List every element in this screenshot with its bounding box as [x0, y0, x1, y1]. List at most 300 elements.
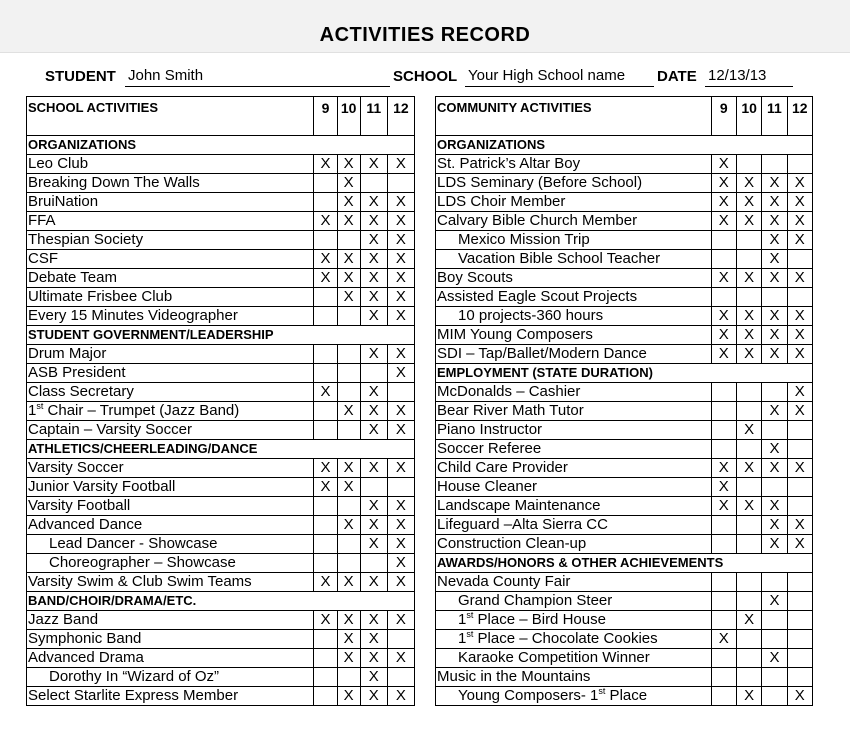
- grade-mark-cell: X: [711, 174, 736, 193]
- activity-name: 10 projects-360 hours: [436, 307, 712, 326]
- activity-name: Ultimate Frisbee Club: [27, 288, 314, 307]
- grade-mark-cell: [762, 668, 787, 687]
- grade-mark-cell: X: [387, 611, 414, 630]
- grade-mark-cell: X: [360, 269, 387, 288]
- student-info-line: [45, 66, 810, 90]
- grade-mark-cell: X: [387, 402, 414, 421]
- grade-mark-cell: [762, 630, 787, 649]
- grade-mark-cell: [711, 231, 736, 250]
- activity-row: [436, 516, 813, 535]
- grade-mark-cell: X: [762, 193, 787, 212]
- grade-mark-cell: [314, 649, 337, 668]
- grade-mark-cell: [360, 174, 387, 193]
- activity-name: Calvary Bible Church Member: [436, 212, 712, 231]
- grade-mark-cell: X: [387, 212, 414, 231]
- activity-row: [436, 193, 813, 212]
- grade-mark-cell: [314, 497, 337, 516]
- activity-name: Karaoke Competition Winner: [436, 649, 712, 668]
- grade-mark-cell: X: [711, 269, 736, 288]
- grade-mark-cell: [337, 421, 360, 440]
- activity-row: [436, 535, 813, 554]
- grade-mark-cell: X: [387, 155, 414, 174]
- date-label: DATE: [657, 68, 697, 85]
- section-header: AWARDS/HONORS & OTHER ACHIEVEMENTS: [436, 554, 813, 573]
- grade-mark-cell: [387, 668, 414, 687]
- activity-name: MIM Young Composers: [436, 326, 712, 345]
- grade-mark-cell: [387, 478, 414, 497]
- grade-mark-cell: X: [360, 687, 387, 706]
- column-header-grade: 10: [337, 97, 360, 136]
- activity-row: [436, 611, 813, 630]
- activity-row: [27, 687, 415, 706]
- grade-mark-cell: [736, 478, 761, 497]
- ordinal-superscript: st: [36, 401, 44, 411]
- activity-row: [436, 478, 813, 497]
- activity-row: [27, 288, 415, 307]
- activity-name: Leo Club: [27, 155, 314, 174]
- grade-mark-cell: [787, 592, 812, 611]
- activity-name: Dorothy In “Wizard of Oz”: [27, 668, 314, 687]
- activity-row: [436, 497, 813, 516]
- activity-row: [436, 326, 813, 345]
- school-activities-table: [26, 96, 415, 706]
- grade-mark-cell: X: [360, 535, 387, 554]
- grade-mark-cell: [314, 307, 337, 326]
- grade-mark-cell: X: [337, 687, 360, 706]
- grade-mark-cell: [762, 687, 787, 706]
- activity-row: [436, 212, 813, 231]
- grade-mark-cell: [711, 383, 736, 402]
- grade-mark-cell: [711, 687, 736, 706]
- grade-mark-cell: X: [314, 459, 337, 478]
- grade-mark-cell: [314, 421, 337, 440]
- grade-mark-cell: X: [360, 250, 387, 269]
- activity-name: Choreographer – Showcase: [27, 554, 314, 573]
- ordinal-superscript: st: [466, 610, 474, 620]
- activity-row: [27, 630, 415, 649]
- column-header-activity: COMMUNITY ACTIVITIES: [436, 97, 712, 136]
- grade-mark-cell: X: [360, 459, 387, 478]
- activity-row: [27, 459, 415, 478]
- grade-mark-cell: X: [762, 212, 787, 231]
- grade-mark-cell: X: [314, 212, 337, 231]
- grade-mark-cell: X: [762, 269, 787, 288]
- grade-mark-cell: [787, 573, 812, 592]
- activity-row: [27, 573, 415, 592]
- grade-mark-cell: [314, 630, 337, 649]
- grade-mark-cell: [711, 668, 736, 687]
- activity-name-prefix: 1: [28, 402, 37, 419]
- grade-mark-cell: [787, 250, 812, 269]
- grade-mark-cell: X: [387, 307, 414, 326]
- column-header-activity: SCHOOL ACTIVITIES: [27, 97, 314, 136]
- grade-mark-cell: X: [314, 611, 337, 630]
- grade-mark-cell: X: [762, 345, 787, 364]
- grade-mark-cell: X: [762, 231, 787, 250]
- grade-mark-cell: X: [387, 516, 414, 535]
- grade-mark-cell: [337, 231, 360, 250]
- grade-mark-cell: X: [762, 402, 787, 421]
- grade-mark-cell: [762, 611, 787, 630]
- grade-mark-cell: [314, 668, 337, 687]
- activity-name: Varsity Football: [27, 497, 314, 516]
- activity-row: [436, 573, 813, 592]
- activity-name: FFA: [27, 212, 314, 231]
- grade-mark-cell: [762, 288, 787, 307]
- grade-mark-cell: [787, 611, 812, 630]
- grade-mark-cell: [711, 440, 736, 459]
- grade-mark-cell: [711, 421, 736, 440]
- grade-mark-cell: X: [787, 174, 812, 193]
- grade-mark-cell: X: [787, 231, 812, 250]
- activity-name: Music in the Mountains: [436, 668, 712, 687]
- activity-row: [27, 364, 415, 383]
- grade-mark-cell: X: [387, 649, 414, 668]
- activity-row: [27, 478, 415, 497]
- grade-mark-cell: X: [387, 250, 414, 269]
- grade-mark-cell: X: [787, 345, 812, 364]
- activity-name: Landscape Maintenance: [436, 497, 712, 516]
- grade-mark-cell: [314, 687, 337, 706]
- grade-mark-cell: [337, 307, 360, 326]
- grade-mark-cell: X: [387, 345, 414, 364]
- grade-mark-cell: X: [360, 288, 387, 307]
- activity-row: [27, 193, 415, 212]
- activity-row: [27, 649, 415, 668]
- column-header-grade: 12: [387, 97, 414, 136]
- activity-name: Varsity Swim & Club Swim Teams: [27, 573, 314, 592]
- grade-mark-cell: X: [360, 649, 387, 668]
- grade-mark-cell: [736, 440, 761, 459]
- grade-mark-cell: [314, 231, 337, 250]
- activity-name: Piano Instructor: [436, 421, 712, 440]
- activity-row: [436, 668, 813, 687]
- activity-name: St. Patrick’s Altar Boy: [436, 155, 712, 174]
- grade-mark-cell: [736, 250, 761, 269]
- grade-mark-cell: X: [337, 611, 360, 630]
- activity-name: Mexico Mission Trip: [436, 231, 712, 250]
- grade-mark-cell: [387, 383, 414, 402]
- activity-name: Lifeguard –Alta Sierra CC: [436, 516, 712, 535]
- activity-name-prefix: 1: [458, 611, 467, 628]
- grade-mark-cell: X: [736, 421, 761, 440]
- activity-row: [27, 174, 415, 193]
- activity-name: House Cleaner: [436, 478, 712, 497]
- grade-mark-cell: [337, 535, 360, 554]
- column-header-grade: 11: [762, 97, 787, 136]
- activity-name: Soccer Referee: [436, 440, 712, 459]
- grade-mark-cell: X: [762, 307, 787, 326]
- section-header: STUDENT GOVERNMENT/LEADERSHIP: [27, 326, 415, 345]
- grade-mark-cell: X: [360, 573, 387, 592]
- activity-name: CSF: [27, 250, 314, 269]
- activity-row: [27, 516, 415, 535]
- column-header-grade: 12: [787, 97, 812, 136]
- page-title: ACTIVITIES RECORD: [319, 24, 531, 46]
- grade-mark-cell: X: [387, 459, 414, 478]
- activity-row: [436, 687, 813, 706]
- section-header-row: [27, 136, 415, 155]
- activity-row: [436, 231, 813, 250]
- grade-mark-cell: [736, 668, 761, 687]
- activity-name: Assisted Eagle Scout Projects: [436, 288, 712, 307]
- student-label: STUDENT: [45, 68, 116, 85]
- grade-mark-cell: [711, 573, 736, 592]
- grade-mark-cell: X: [762, 326, 787, 345]
- grade-mark-cell: X: [387, 573, 414, 592]
- date-value: 12/13/13: [705, 66, 793, 87]
- grade-mark-cell: X: [387, 535, 414, 554]
- activity-row: [27, 668, 415, 687]
- activity-name: Debate Team: [27, 269, 314, 288]
- activity-row: [27, 611, 415, 630]
- grade-mark-cell: [787, 497, 812, 516]
- activity-name: Varsity Soccer: [27, 459, 314, 478]
- activity-row: [436, 649, 813, 668]
- grade-mark-cell: [711, 535, 736, 554]
- grade-mark-cell: [787, 649, 812, 668]
- activity-row: [27, 269, 415, 288]
- activity-row: [27, 383, 415, 402]
- grade-mark-cell: X: [360, 402, 387, 421]
- grade-mark-cell: [337, 383, 360, 402]
- activity-name-text: Place – Chocolate Cookies: [473, 630, 658, 647]
- column-header-grade: 9: [711, 97, 736, 136]
- ordinal-superscript: st: [466, 629, 474, 639]
- grade-mark-cell: X: [360, 193, 387, 212]
- grade-mark-cell: X: [736, 611, 761, 630]
- section-header-row: [27, 440, 415, 459]
- grade-mark-cell: X: [337, 459, 360, 478]
- grade-mark-cell: [314, 345, 337, 364]
- grade-mark-cell: [787, 440, 812, 459]
- grade-mark-cell: [711, 250, 736, 269]
- section-header-row: [27, 592, 415, 611]
- grade-mark-cell: [711, 649, 736, 668]
- grade-mark-cell: X: [711, 345, 736, 364]
- activity-name: [27, 402, 314, 421]
- grade-mark-cell: X: [387, 288, 414, 307]
- grade-mark-cell: [787, 668, 812, 687]
- activity-name: Nevada County Fair: [436, 573, 712, 592]
- activity-row: [436, 459, 813, 478]
- grade-mark-cell: X: [762, 459, 787, 478]
- grade-mark-cell: X: [711, 326, 736, 345]
- grade-mark-cell: [736, 288, 761, 307]
- section-header: ATHLETICS/CHEERLEADING/DANCE: [27, 440, 415, 459]
- grade-mark-cell: [711, 611, 736, 630]
- grade-mark-cell: X: [787, 269, 812, 288]
- column-header-grade: 10: [736, 97, 761, 136]
- grade-mark-cell: X: [787, 459, 812, 478]
- grade-mark-cell: X: [736, 174, 761, 193]
- activity-name: Bear River Math Tutor: [436, 402, 712, 421]
- activity-row: [436, 269, 813, 288]
- grade-mark-cell: X: [736, 497, 761, 516]
- activity-name-text: Place: [605, 687, 648, 704]
- activity-row: [436, 307, 813, 326]
- grade-mark-cell: X: [337, 478, 360, 497]
- activity-name: Thespian Society: [27, 231, 314, 250]
- grade-mark-cell: X: [360, 345, 387, 364]
- grade-mark-cell: [314, 402, 337, 421]
- activity-name: [436, 687, 712, 706]
- activity-row: [27, 231, 415, 250]
- grade-mark-cell: X: [360, 611, 387, 630]
- activity-name: Child Care Provider: [436, 459, 712, 478]
- section-header: ORGANIZATIONS: [27, 136, 415, 155]
- grade-mark-cell: X: [387, 193, 414, 212]
- grade-mark-cell: [314, 364, 337, 383]
- activity-name: Vacation Bible School Teacher: [436, 250, 712, 269]
- activity-row: [436, 288, 813, 307]
- column-header-grade: 11: [360, 97, 387, 136]
- grade-mark-cell: [787, 630, 812, 649]
- grade-mark-cell: X: [314, 155, 337, 174]
- section-header: BAND/CHOIR/DRAMA/ETC.: [27, 592, 415, 611]
- activity-row: [436, 592, 813, 611]
- grade-mark-cell: [314, 288, 337, 307]
- grade-mark-cell: X: [711, 459, 736, 478]
- grade-mark-cell: X: [787, 212, 812, 231]
- activity-row: [27, 307, 415, 326]
- activity-name: SDI – Tap/Ballet/Modern Dance: [436, 345, 712, 364]
- activity-row: [436, 440, 813, 459]
- activity-row: [27, 250, 415, 269]
- activity-name-prefix: 1: [458, 630, 467, 647]
- section-header-row: [436, 364, 813, 383]
- activity-name: LDS Choir Member: [436, 193, 712, 212]
- grade-mark-cell: [762, 478, 787, 497]
- grade-mark-cell: X: [387, 364, 414, 383]
- grade-mark-cell: X: [387, 231, 414, 250]
- activity-name: Advanced Dance: [27, 516, 314, 535]
- grade-mark-cell: X: [337, 288, 360, 307]
- grade-mark-cell: X: [736, 326, 761, 345]
- grade-mark-cell: [736, 573, 761, 592]
- grade-mark-cell: [337, 364, 360, 383]
- grade-mark-cell: [736, 155, 761, 174]
- activity-row: [436, 630, 813, 649]
- grade-mark-cell: X: [736, 307, 761, 326]
- grade-mark-cell: X: [314, 573, 337, 592]
- activity-name: LDS Seminary (Before School): [436, 174, 712, 193]
- activity-name-text: Chair – Trumpet (Jazz Band): [43, 402, 240, 419]
- grade-mark-cell: X: [337, 212, 360, 231]
- grade-mark-cell: X: [711, 212, 736, 231]
- activity-name: Select Starlite Express Member: [27, 687, 314, 706]
- activity-row: [27, 497, 415, 516]
- grade-mark-cell: X: [787, 326, 812, 345]
- grade-mark-cell: X: [387, 554, 414, 573]
- grade-mark-cell: X: [314, 269, 337, 288]
- activity-name: ASB President: [27, 364, 314, 383]
- grade-mark-cell: X: [314, 383, 337, 402]
- grade-mark-cell: X: [360, 421, 387, 440]
- activity-row: [27, 155, 415, 174]
- grade-mark-cell: [787, 478, 812, 497]
- grade-mark-cell: X: [787, 535, 812, 554]
- grade-mark-cell: [762, 155, 787, 174]
- grade-mark-cell: X: [711, 307, 736, 326]
- grade-mark-cell: [711, 288, 736, 307]
- grade-mark-cell: [314, 516, 337, 535]
- activity-row: [436, 345, 813, 364]
- activity-row: [436, 155, 813, 174]
- activity-row: [436, 421, 813, 440]
- grade-mark-cell: X: [762, 516, 787, 535]
- grade-mark-cell: [314, 535, 337, 554]
- activity-name: Boy Scouts: [436, 269, 712, 288]
- grade-mark-cell: X: [762, 174, 787, 193]
- column-header-grade: 9: [314, 97, 337, 136]
- activity-name: Symphonic Band: [27, 630, 314, 649]
- grade-mark-cell: X: [337, 402, 360, 421]
- community-activities-table: [435, 96, 813, 706]
- grade-mark-cell: [337, 668, 360, 687]
- grade-mark-cell: [314, 174, 337, 193]
- grade-mark-cell: X: [736, 269, 761, 288]
- grade-mark-cell: [337, 345, 360, 364]
- activity-name-text: Place – Bird House: [473, 611, 606, 628]
- grade-mark-cell: X: [337, 250, 360, 269]
- grade-mark-cell: X: [387, 269, 414, 288]
- grade-mark-cell: X: [337, 269, 360, 288]
- activity-name: [436, 630, 712, 649]
- grade-mark-cell: [360, 478, 387, 497]
- activity-row: [436, 174, 813, 193]
- activity-row: [436, 383, 813, 402]
- grade-mark-cell: [360, 364, 387, 383]
- activity-name: Drum Major: [27, 345, 314, 364]
- grade-mark-cell: [314, 554, 337, 573]
- grade-mark-cell: [337, 497, 360, 516]
- activity-name: Advanced Drama: [27, 649, 314, 668]
- activity-name: Lead Dancer - Showcase: [27, 535, 314, 554]
- ordinal-superscript: st: [598, 686, 606, 696]
- grade-mark-cell: X: [337, 174, 360, 193]
- activity-name: [436, 611, 712, 630]
- grade-mark-cell: X: [711, 630, 736, 649]
- grade-mark-cell: X: [762, 592, 787, 611]
- activity-name: Captain – Varsity Soccer: [27, 421, 314, 440]
- grade-mark-cell: X: [360, 630, 387, 649]
- grade-mark-cell: [711, 516, 736, 535]
- grade-mark-cell: X: [337, 193, 360, 212]
- activity-name-prefix: Young Composers- 1: [458, 687, 599, 704]
- grade-mark-cell: X: [787, 687, 812, 706]
- grade-mark-cell: X: [360, 155, 387, 174]
- grade-mark-cell: X: [387, 687, 414, 706]
- grade-mark-cell: X: [360, 231, 387, 250]
- activity-row: [436, 402, 813, 421]
- grade-mark-cell: X: [711, 478, 736, 497]
- grade-mark-cell: [387, 630, 414, 649]
- grade-mark-cell: X: [762, 440, 787, 459]
- activity-name: Jazz Band: [27, 611, 314, 630]
- grade-mark-cell: [736, 383, 761, 402]
- grade-mark-cell: X: [711, 497, 736, 516]
- activity-row: [27, 535, 415, 554]
- grade-mark-cell: [736, 630, 761, 649]
- section-header-row: [436, 554, 813, 573]
- school-label: SCHOOL: [393, 68, 458, 85]
- grade-mark-cell: [736, 402, 761, 421]
- grade-mark-cell: X: [787, 516, 812, 535]
- activity-name: Every 15 Minutes Videographer: [27, 307, 314, 326]
- grade-mark-cell: X: [337, 573, 360, 592]
- activity-name: Grand Champion Steer: [436, 592, 712, 611]
